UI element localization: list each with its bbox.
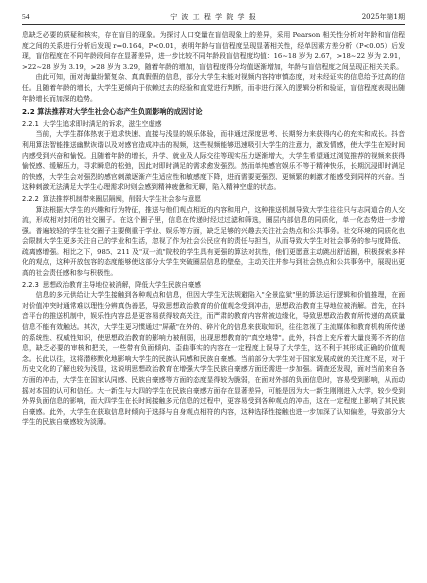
paragraph-sub1: 当前，大学生群体热衷于追求快速、直接与浅显的娱乐体验，而非通过深度思考、长期努力来获得内心的充实和成长。抖音利用算法智能推送幽默诙谐以及对感官造成冲击的视频，这些视频能够迅速吸引大学生的注意力，激发情感，使大学生在短时间内感受到兴奋和愉悦。且随着年龄的增长，升学、就业及人际交往等现实压力逐渐增大，大学生希望通过浏览推荐的视频来获得愉悦感、缓解压力，寻求瞬息的松弛，因此对即时满足的需求愈发强烈。然而单纯感官娱乐不等于精神快乐，长期沉浸即时满足的快感，大学生会对强烈的感官刺激逐渐产生适应性和敏感度下降，进而需要更强烈、更频繁的刺激才能感受到同样的兴奋。当这种刺激无法满足大学生心理需求时则会感到精神疲惫和无聊，陷入精神空虚的状态。: [22, 130, 406, 192]
subsection-heading-3: 2.2.3 思想政治教育主导地位被消解，降低大学生民族自豪感: [22, 280, 202, 289]
page-number: 54: [22, 12, 30, 21]
paragraph-transition: 由此可知，面对海量纷繁复杂、真真假假的信息，部分大学生未能对视频内容持审慎态度，对未经证实的信息给予过高的信任。且随着年龄的增长，大学生更倾向于依赖过去的经验和直觉进行判断，而非进行深入的逻辑分析和验证，盲信程度表现出随年龄增长而加深的趋势。: [22, 73, 405, 103]
subsection-heading-1: 2.2.1 大学生追求即时满足的诉求，滋生空虚感: [22, 119, 162, 128]
section-heading: 2.2 算法推荐对大学生社会心态产生负面影响的成因讨论: [22, 107, 203, 117]
paragraph-sub2: 算法根据大学生的兴趣和行为特征，推送与他们观点相近的内容和用户，这种推送机制导致大学生往往只与志同道合的人交流，形成相对封闭的社交圈子。在这个圈子里，信息在传递时经过过滤和筛选，圈层内部信息的同质化，单一化态势进一步增强。普遍较轻的学生社交圈子主要侧重于学业、娱乐等方面，缺乏足够的兴趣去关注社会热点和公共事务。社交环境的同质化也会限制大学生更多关注自己的学业和生活，忽视了作为社会公民应有的责任与担当，从而导致大学生对社会事务的参与度降低、疏离感增强。相比之下，985、211 及"双一流"院校的学生具有更强的算法对抗性，他们更愿意主动跳出舒适圈，积极探索多样化的观点，这种开放包容的态度能够使这部分大学生突破圈层信息的壁垒，主动关注并参与到社会热点和公共事务中，展现出更高的社会责任感和参与积极性。: [22, 205, 406, 278]
journal-name: 宁 波 工 程 学 院 学 报: [170, 13, 257, 21]
paragraph-intro: 息缺乏必要的质疑和核实，存在盲目的现象。为探讨人口变量在盲信现象上的差异，采用 Pearson 相关性分析对年龄和盲信程度之间的关系进行分析后发现 r=0.164，P<0.01，表明年龄与盲信程度呈现显著相关性，经单因素方差分析（P<0.05）后发现，盲信程度在不同年龄段间存在显著差异，进一步比较不同年龄段盲信程度均值：16~18 岁为 2.67，>18~22 岁为 2.91，>22~28 岁为 3.19，>28 岁为 3.29，随着年龄的增加，盲信程度得分均值逐渐增加，年龄与盲信程度之间呈现正相关关系。: [22, 31, 405, 71]
page-header: [22, 10, 405, 25]
issue-label: 2025年第1期: [361, 13, 405, 21]
paragraph-sub3: 信息的多元供给让大学生接触到各种观点和信息，但因大学生无法规避陷入"全景监狱"里的算法运行逻辑和价值推理，在面对价值冲突时通常难以理性分辨真伪善恶，导致思想政治教育的价值观念受到冲击，思想政治教育主导地位被消解。首先，在抖音平台的推送机制中，娱乐性内容总是更容易获得较高关注，而严肃的教育内容常被边缘化，导致思想政治教育所传递的高质量信息不能有效触达。其次，大学生更习惯通过"屏蔽"在外的、碎片化的信息来获取知识，往往忽视了主流媒体和教育机构所传递的系统性、权威性知识，使思想政治教育的影响力被削弱，出现思想教育的"真空地带"。此外，抖音上充斥着大量良莠不齐的信息，缺乏必要的审核和把关，一些带有负面倾向、歪曲事实的内容在一定程度上误导了大学生，这不利于其形成正确的价值观念。长此以往，这将潜移默化地影响大学生的民族认同感和民族自豪感。当前部分大学生对于国家发展成就的关注度不足，对于历史文化的了解也较为浅显，这说明思想政治教育在增强大学生民族自豪感方面还需进一步加强。调查还发现，面对当前来自各方面的冲击，大学生在国家认同感、民族自豪感等方面的态度显得较为脆弱，在面对外部的负面信息时，容易受到影响，从而动摇对本国的认可和信任。大一新生与大四的学生在民族自豪感方面存在显著差异，可能是因为大一新生刚刚进入大学，较少受到外界负面信息的影响，而大四学生在长时间接触多元信息的过程中，更容易受到各种观点的冲击，这在一定程度上影响了其民族自豪感。此外，大学生在获取信息时倾向于选择与自身观点相符的内容，这种选择性接触也进一步加深了认知偏差，导致部分大学生的民族自豪感较为淡薄。: [22, 291, 405, 427]
article-body: [22, 30, 405, 428]
subsection-heading-2: 2.2.2 算法推荐机制带来圈层隔阂，削弱大学生社会参与意愿: [22, 194, 202, 203]
